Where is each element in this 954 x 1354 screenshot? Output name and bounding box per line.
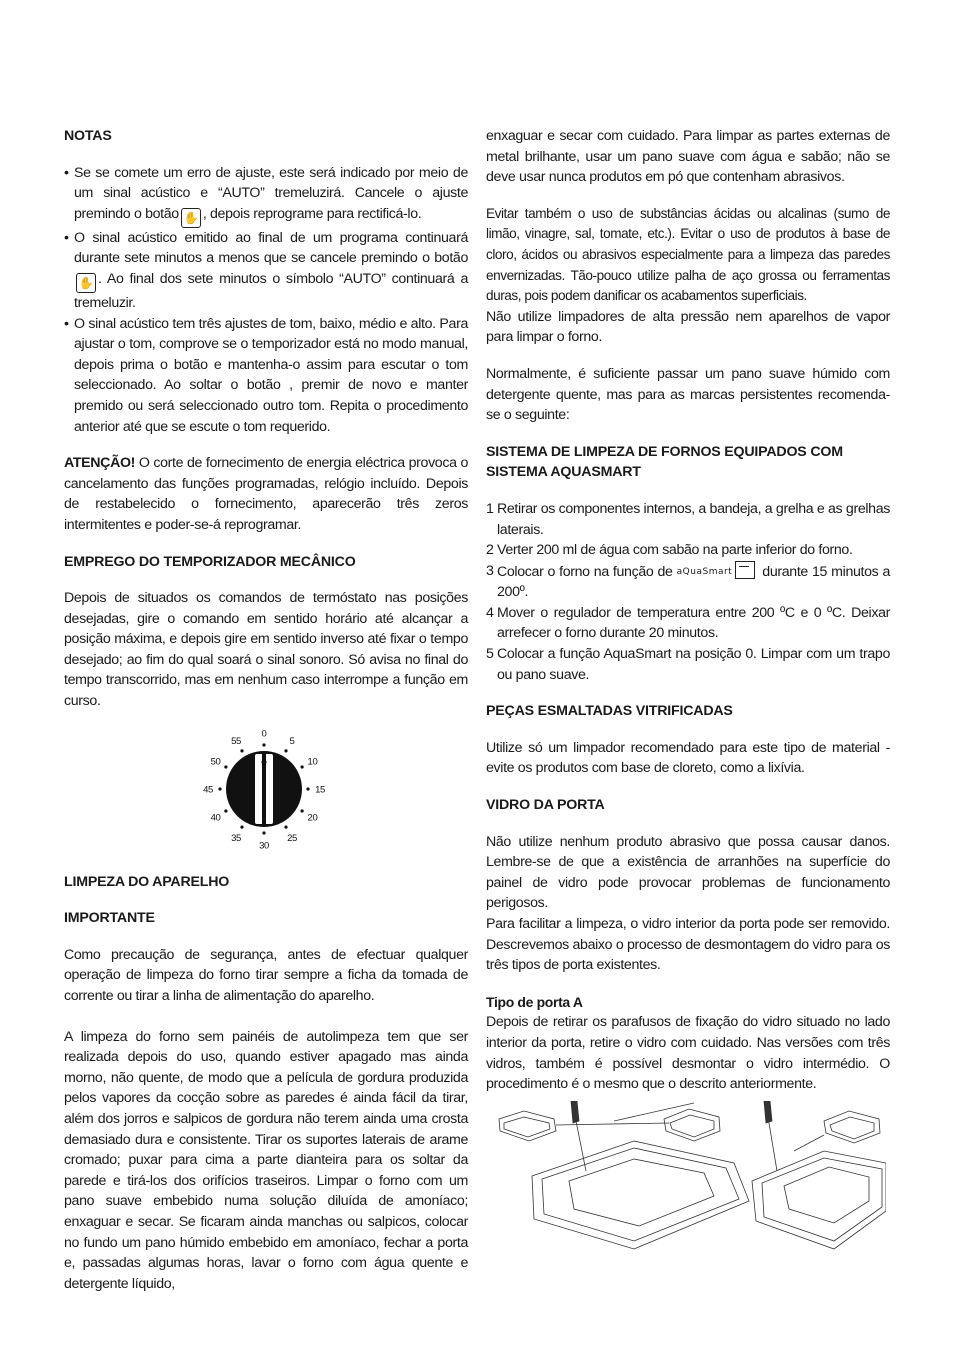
cleaning-paragraph-2: Evitar também o uso de substâncias ácidas ou alcalinas (sumo de limão, vinagre, sal, tomate, etc.). Evitar o uso de produtos à base de cloro, ácidos ou abrasivos especialmente para a limpeza das paredes envernizadas. Tão-pouco utilize palha de aço grossa ou ferramentas duras, pois podem danificar os acabamentos superficiais. (486, 205, 890, 304)
aquasmart-heading: SISTEMA DE LIMPEZA DE FORNOS EQUIPADOS COM SISTEMA AQUASMART (486, 443, 843, 481)
left-column (64, 126, 468, 1294)
timer-label: 15 (315, 784, 325, 796)
notas-list (64, 163, 468, 438)
hand-button-icon: ✋ (181, 208, 201, 228)
list-item: 4 Mover o regulador de temperatura entre 200 ºC e 0 ºC. Deixar arrefecer o forno durante 20 minutos. (486, 604, 890, 642)
timer-tick (301, 809, 304, 812)
tipo-a-paragraph: Depois de retirar os parafusos de fixação do vidro situado no lado interior da porta, retire o vidro com cuidado. Nas versões com três vidros, também é possível desmontar o vidro intermédio. O procedimento é o mesmo que o descrito anteriormente. (486, 1014, 890, 1093)
list-item: 2 Verter 200 ml de água com sabão na parte inferior do forno. (486, 542, 853, 559)
timer-tick (240, 749, 243, 752)
importante-paragraph-1: Como precaução de segurança, antes de efectuar qualquer operação de limpeza do forno tirar sempre a ficha da tomada de corrente ou tirar a linha de alimentação do aparelho. (64, 946, 468, 1005)
list-item: 5 Colocar a função AquaSmart na posição 0. Limpar com um trapo ou pano suave. (486, 646, 890, 683)
timer-label: 10 (307, 756, 318, 768)
timer-label: 45 (203, 784, 213, 796)
importante-heading: IMPORTANTE (64, 910, 155, 927)
limpeza-heading: LIMPEZA DO APARELHO (64, 873, 230, 890)
cleaning-paragraph-1: enxaguar e secar com cuidado. Para limpar as partes externas de metal brilhante, usar um pano suave com água e sabão; não se deve usar nunca produtos em pó que contenham abrasivos. (486, 128, 890, 186)
timer-tick (224, 809, 227, 812)
timer-tick (262, 743, 265, 746)
vidro-paragraph-1: Não utilize nenhum produto abrasivo que possa causar danos. Lembre-se de que a existência de arranhões na superfície do painel de vidro pode provocar problemas de funcionamento perigosos. (486, 833, 890, 912)
timer-label: 50 (210, 756, 221, 768)
importante-paragraph-2: A limpeza do forno sem painéis de autolimpeza tem que ser realizada depois do uso, quando estiver apagado mas ainda morno, não quente, de modo que a película de gordura produzida pelos vapores da cocção sobre as paredes é ainda fácil da tirar, além dos jorros e salpicos de gordura não terem ainda uma crosta demasiado dura e consistente. Tirar os suportes laterais de arame cromado; puxar para cima a parte dianteira para os soltar da parede e tirá-los dos orifícios traseiros. Limpar o forno com um pano suave embebido numa solução diluída de amoníaco; enxaguar e secar. Se ficaram ainda manchas ou salpicos, colocar no fundo um pano húmido embebido em amoníaco, fechar a porta e, passadas algumas horas, lavar o forno com água quente e detergente líquido, (64, 1028, 468, 1292)
door-glass-removal-illustration (494, 1101, 886, 1251)
timer-tick (262, 831, 265, 834)
notas-heading: NOTAS (64, 128, 112, 144)
vidro-heading: VIDRO DA PORTA (486, 797, 605, 814)
timer-tick (284, 749, 287, 752)
timer-label: 25 (287, 832, 297, 844)
cleaning-paragraph-2b: Não utilize limpadores de alta pressão nem aparelhos de vapor para limpar o forno. (486, 308, 890, 346)
right-column (486, 126, 890, 1251)
timer-tick (218, 787, 221, 790)
timer-tick (240, 825, 243, 828)
vidro-paragraph-2: Para facilitar a limpeza, o vidro interior da porta pode ser removido. Descrevemos abaixo o processo de desmontagem do vidro para os três tipos de porta existentes. (486, 916, 890, 974)
esmaltadas-paragraph: Utilize só um limpador recomendado para este tipo de material - evite os produtos com base de cloreto, como a lixívia. (486, 739, 890, 777)
hand-button-icon: ✋ (76, 273, 96, 293)
timer-tick (284, 825, 287, 828)
timer-label: 35 (231, 832, 241, 844)
mecanico-paragraph: Depois de situados os comandos de termóstato nas posições desejadas, gire o comando em sentido horário até alcançar a posição máxima, e depois gire em sentido inverso até fixar o tempo desejado; ao fim do qual soará o sinal sonoro. Só avisa no final do tempo transcorrido, mas em nenhum caso interrompe a função em curso. (64, 590, 468, 710)
mecanico-heading: EMPREGO DO TEMPORIZADOR MECÂNICO (64, 553, 356, 570)
timer-tick (301, 765, 304, 768)
list-item: • O sinal acústico emitido ao final de um programa continuará durante sete minutos a menos que se cancele premindo o botão✋ . Ao final dos sete minutos o símbolo “AUTO” continuará a tremeluzir. (64, 228, 468, 314)
timer-tick (224, 765, 227, 768)
aquasmart-logo: aQuaSmart (676, 566, 733, 577)
aquasmart-function-icon (735, 561, 755, 579)
esmaltadas-heading: PEÇAS ESMALTADAS VITRIFICADAS (486, 703, 733, 720)
list-item: 3 Colocar o forno na função de aQuaSmart durante 15 minutos a 200º. (486, 562, 891, 601)
timer-label: 30 (259, 840, 269, 852)
timer-tick (306, 787, 309, 790)
timer-label: 0 (261, 728, 267, 740)
timer-label: 5 (289, 735, 295, 747)
aquasmart-steps (486, 499, 890, 685)
atencao-paragraph: ATENÇÃO! O corte de fornecimento de energia eléctrica provoca o cancelamento das funções programadas, relógio incluído. Depois de restabelecido o fornecimento, aparecerão três zeros intermitentes e poder-se-á reprogramar. (64, 455, 468, 533)
timer-label: 20 (307, 812, 318, 824)
list-item: • O sinal acústico tem três ajustes de tom, baixo, médio e alto. Para ajustar o tom, comprove se o temporizador está no modo manual, depois prima o botão e mantenha-o assim para escutar o tom seleccionado. Ao soltar o botão , premir de novo e manter premido ou será seleccionado outro tom. Repita o procedimento anterior até que se escute o tom requerido. (64, 314, 468, 438)
tipo-a-heading: Tipo de porta A (486, 993, 583, 1010)
list-item: • Se se comete um erro de ajuste, este será indicado por meio de um sinal acústico e “AUTO” tremeluzirá. Cancele o ajuste premindo o botão ✋ , depois reprograme para rectificá-lo. (64, 163, 468, 228)
cleaning-paragraph-3: Normalmente, é suficiente passar um pano suave húmido com detergente quente, mas para as marcas persistentes recomenda-se o seguinte: (486, 365, 890, 424)
list-item: 1 Retirar os componentes internos, a bandeja, a grelha e as grelhas laterais. (486, 500, 890, 538)
mechanical-timer-dial (199, 722, 329, 852)
timer-label: 40 (210, 812, 221, 824)
timer-label: 55 (231, 735, 241, 747)
